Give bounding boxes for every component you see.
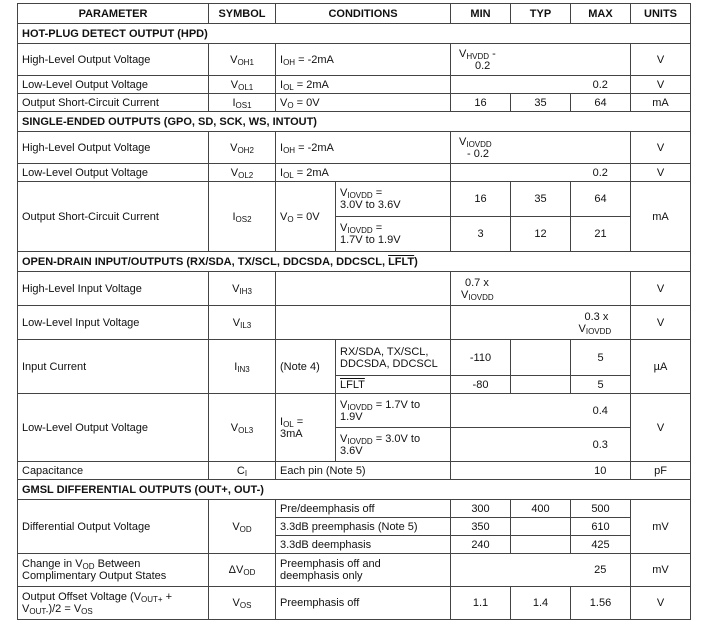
cond-cell: $I_{OH} = -2mA$ [276, 132, 451, 164]
min-cell: 0.7 x $V_{IOVDD}$ [451, 272, 511, 306]
min-cell [451, 76, 511, 94]
typ-cell [511, 340, 571, 376]
symbol-cell: $I_{OS2}$ [209, 182, 276, 252]
typ-cell [511, 462, 571, 480]
min-cell: $V_{HVDD}$ - 0.2 [451, 44, 511, 76]
cond-cell: $I_{OL} = 2mA$ [276, 164, 451, 182]
typ-cell [511, 164, 571, 182]
cond-cell [276, 272, 451, 306]
units-cell: mV [631, 500, 691, 554]
table-row [18, 554, 691, 587]
section-title: SINGLE-ENDED OUTPUTS (GPO, SD, SCK, WS, INTOUT) [18, 112, 691, 132]
table-row [18, 272, 691, 306]
table-row [18, 94, 691, 112]
max-cell: 500 [571, 500, 631, 518]
units-cell: V [631, 132, 691, 164]
table-row [18, 182, 691, 217]
min-cell: 300 [451, 500, 511, 518]
cond-cell: Preemphasis off [276, 587, 451, 620]
min-cell: 3 [451, 217, 511, 252]
section-hpd [18, 24, 691, 44]
header-min: MIN [451, 4, 511, 24]
section-open-drain [18, 252, 691, 272]
units-cell: V [631, 164, 691, 182]
section-title: HOT-PLUG DETECT OUTPUT (HPD) [18, 24, 691, 44]
min-cell [451, 554, 511, 587]
max-cell [571, 44, 631, 76]
param-cell: Low-Level Input Voltage [18, 306, 209, 340]
param-cell: Capacitance [18, 462, 209, 480]
param-cell: Differential Output Voltage [18, 500, 209, 554]
subcond-cell: $V_{IOVDD}$ = 3.0V to 3.6V [336, 182, 451, 217]
units-cell: V [631, 76, 691, 94]
min-cell: 16 [451, 94, 511, 112]
table-row [18, 394, 691, 428]
symbol-cell: $\Delta V_{OD}$ [209, 554, 276, 587]
symbol-cell: $V_{OH1}$ [209, 44, 276, 76]
cond-cell: $V_O = 0V$ [276, 182, 336, 252]
max-cell: 0.2 [571, 164, 631, 182]
max-cell: 5 [571, 340, 631, 376]
section-title: GMSL DIFFERENTIAL OUTPUTS (OUT+, OUT-) [18, 480, 691, 500]
min-cell [451, 306, 511, 340]
param-cell: Low-Level Output Voltage [18, 394, 209, 462]
header-typ: TYP [511, 4, 571, 24]
max-cell: 0.4 [571, 394, 631, 428]
cond-cell: $V_O = 0V$ [276, 94, 451, 112]
typ-cell [511, 306, 571, 340]
header-symbol: SYMBOL [209, 4, 276, 24]
cond-cell: $I_{OL} = 2mA$ [276, 76, 451, 94]
units-cell: mA [631, 182, 691, 252]
header-units: UNITS [631, 4, 691, 24]
symbol-cell: $V_{OL3}$ [209, 394, 276, 462]
subcond-cell: RX/SDA, TX/SCL, DDCSDA, DDCSCL [336, 340, 451, 376]
table-row [18, 132, 691, 164]
table-row [18, 306, 691, 340]
typ-cell: 12 [511, 217, 571, 252]
cond-cell: Pre/deemphasis off [276, 500, 451, 518]
subcond-cell: $V_{IOVDD}$ = 1.7V to 1.9V [336, 217, 451, 252]
typ-cell: 1.4 [511, 587, 571, 620]
param-cell: Output Offset Voltage ($V_{OUT+}$ + $V_{OUT-})/2 = V_{OS}$ [18, 587, 209, 620]
cond-cell: (Note 4) [276, 340, 336, 394]
min-cell: -110 [451, 340, 511, 376]
header-conditions: CONDITIONS [276, 4, 451, 24]
typ-cell: 35 [511, 94, 571, 112]
typ-cell: 400 [511, 500, 571, 518]
typ-cell [511, 272, 571, 306]
max-cell [571, 132, 631, 164]
max-cell: 0.3 [571, 428, 631, 462]
min-cell [451, 394, 511, 428]
table-row [18, 500, 691, 518]
param-cell: High-Level Output Voltage [18, 44, 209, 76]
cond-cell: $I_{OL}$ = 3mA [276, 394, 336, 462]
min-cell: $V_{IOVDD}$ - 0.2 [451, 132, 511, 164]
subcond-cell: $V_{IOVDD} = 3.0V$ to 3.6V [336, 428, 451, 462]
typ-cell: 35 [511, 182, 571, 217]
max-cell: 1.56 [571, 587, 631, 620]
table-row [18, 587, 691, 620]
param-cell: Output Short-Circuit Current [18, 182, 209, 252]
table-row [18, 44, 691, 76]
max-cell: 425 [571, 536, 631, 554]
max-cell: 25 [571, 554, 631, 587]
param-cell: Change in $V_{OD}$ Between Complimentary Output States [18, 554, 209, 587]
header-row [18, 4, 691, 24]
min-cell [451, 164, 511, 182]
units-cell: V [631, 44, 691, 76]
spec-table [17, 3, 691, 620]
typ-cell [511, 376, 571, 394]
min-cell: -80 [451, 376, 511, 394]
cond-cell [276, 306, 451, 340]
subcond-cell: $V_{IOVDD} = 1.7V$ to 1.9V [336, 394, 451, 428]
table-row [18, 462, 691, 480]
max-cell: 21 [571, 217, 631, 252]
typ-cell [511, 518, 571, 536]
symbol-cell: $I_{OS1}$ [209, 94, 276, 112]
max-cell [571, 272, 631, 306]
cond-cell: 3.3dB deemphasis [276, 536, 451, 554]
param-cell: High-Level Input Voltage [18, 272, 209, 306]
units-cell: V [631, 394, 691, 462]
cond-cell: Each pin (Note 5) [276, 462, 451, 480]
min-cell: 240 [451, 536, 511, 554]
units-cell: pF [631, 462, 691, 480]
symbol-cell: $C_I$ [209, 462, 276, 480]
param-cell: Input Current [18, 340, 209, 394]
section-single-ended [18, 112, 691, 132]
max-cell: 610 [571, 518, 631, 536]
param-cell: Low-Level Output Voltage [18, 76, 209, 94]
max-cell: 5 [571, 376, 631, 394]
cond-cell: Preemphasis off and deemphasis only [276, 554, 451, 587]
typ-cell [511, 132, 571, 164]
symbol-cell: $V_{OS}$ [209, 587, 276, 620]
min-cell [451, 462, 511, 480]
section-title: OPEN-DRAIN INPUT/OUTPUTS (RX/SDA, TX/SCL, DDCSDA, DDCSCL, LFLT) [18, 252, 691, 272]
max-cell: 10 [571, 462, 631, 480]
units-cell: V [631, 587, 691, 620]
cond-cell: 3.3dB preemphasis (Note 5) [276, 518, 451, 536]
typ-cell [511, 536, 571, 554]
section-gmsl [18, 480, 691, 500]
cond-cell: $I_{OH} = -2mA$ [276, 44, 451, 76]
min-cell [451, 428, 511, 462]
max-cell: 0.3 x $V_{IOVDD}$ [571, 306, 631, 340]
header-parameter: PARAMETER [18, 4, 209, 24]
symbol-cell: $V_{IH3}$ [209, 272, 276, 306]
table-row [18, 340, 691, 376]
table-row [18, 164, 691, 182]
param-cell: High-Level Output Voltage [18, 132, 209, 164]
min-cell: 16 [451, 182, 511, 217]
units-cell: V [631, 272, 691, 306]
typ-cell [511, 554, 571, 587]
units-cell: mV [631, 554, 691, 587]
symbol-cell: $V_{OL1}$ [209, 76, 276, 94]
symbol-cell: $V_{OD}$ [209, 500, 276, 554]
max-cell: 64 [571, 94, 631, 112]
min-cell: 350 [451, 518, 511, 536]
symbol-cell: $V_{OH2}$ [209, 132, 276, 164]
symbol-cell: $V_{IL3}$ [209, 306, 276, 340]
max-cell: 64 [571, 182, 631, 217]
subcond-cell: LFLT [336, 376, 451, 394]
min-cell: 1.1 [451, 587, 511, 620]
table-row [18, 76, 691, 94]
symbol-cell: $I_{IN3}$ [209, 340, 276, 394]
max-cell: 0.2 [571, 76, 631, 94]
param-cell: Low-Level Output Voltage [18, 164, 209, 182]
units-cell: mA [631, 94, 691, 112]
symbol-cell: $V_{OL2}$ [209, 164, 276, 182]
typ-cell [511, 394, 571, 428]
typ-cell [511, 44, 571, 76]
typ-cell [511, 76, 571, 94]
header-max: MAX [571, 4, 631, 24]
typ-cell [511, 428, 571, 462]
units-cell: V [631, 306, 691, 340]
param-cell: Output Short-Circuit Current [18, 94, 209, 112]
units-cell: µA [631, 340, 691, 394]
